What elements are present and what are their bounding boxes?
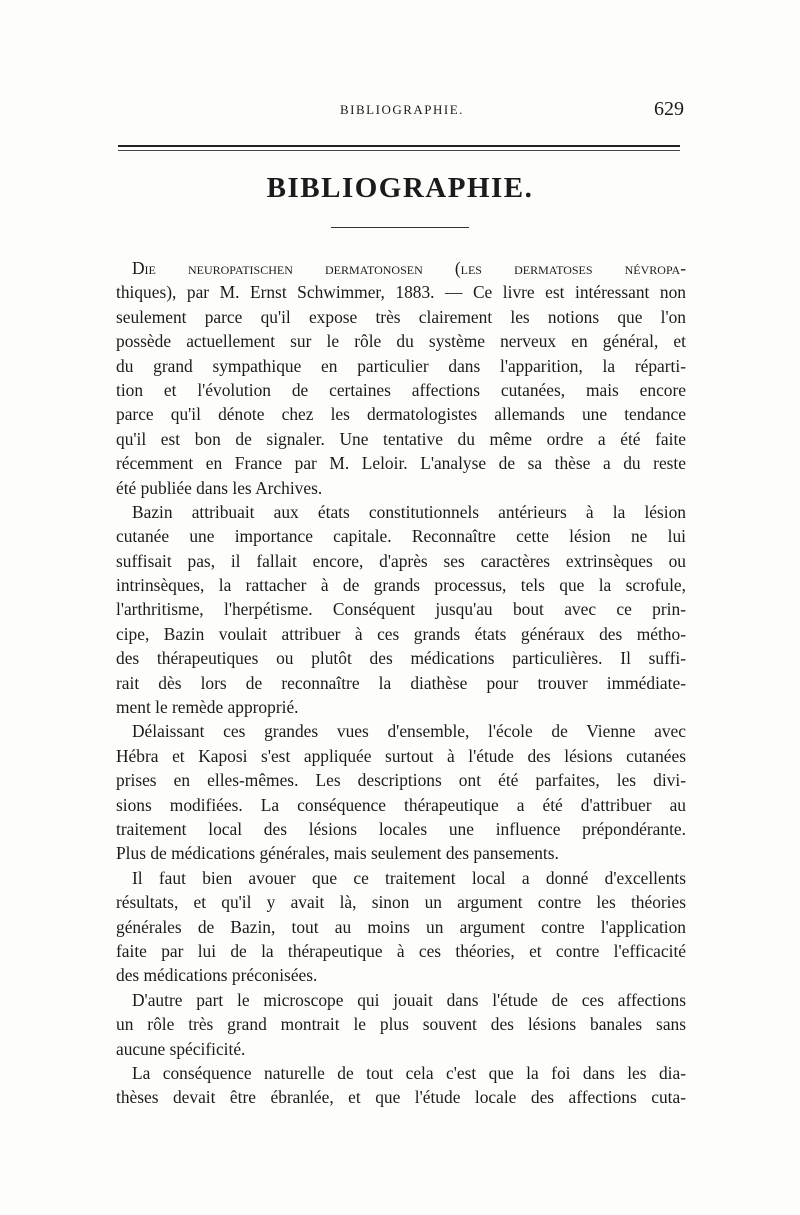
text-line: récemment en France par M. Leloir. L'analyse de sa thèse a du reste — [116, 453, 686, 474]
text-line: un rôle très grand montrait le plus souvent des lésions banales sans — [116, 1014, 686, 1035]
text-line: sions modifiées. La conséquence thérapeutique a été d'attribuer au — [116, 794, 686, 815]
text-line: prises en elles-mêmes. Les descriptions ont été parfaites, les divi- — [116, 770, 686, 791]
text-line: intrinsèques, la rattacher à de grands processus, tels que la scrofule, — [116, 575, 686, 596]
text-line: Plus de médications générales, mais seulement des pansements. — [116, 843, 559, 864]
text-line: été publiée dans les Archives. — [116, 477, 323, 498]
text-line: l'arthritisme, l'herpétisme. Conséquent jusqu'au bout avec ce prin- — [116, 599, 686, 620]
text-line: parce qu'il dénote chez les dermatologistes allemands une tendance — [116, 404, 686, 425]
text-line: thèses devait être ébranlée, et que l'étude locale des affections cuta- — [116, 1087, 686, 1108]
text-line: cutanée une importance capitale. Reconnaître cette lésion ne lui — [116, 526, 686, 547]
text-line: Die neuropatischen dermatonosen (les dermatoses névropa- — [132, 258, 686, 278]
text-line: du grand sympathique en particulier dans l'apparition, la réparti- — [116, 355, 686, 376]
text-line: D'autre part le microscope qui jouait dans l'étude de ces affections — [132, 989, 686, 1010]
title-rule — [331, 227, 469, 228]
text-line: Bazin attribuait aux états constitutionnels antérieurs à la lésion — [132, 501, 686, 522]
text-line: résultats, et qu'il y avait là, sinon un argument contre les théories — [116, 892, 686, 913]
text-line: suffisait pas, il fallait encore, d'après ses caractères extrinsèques ou — [116, 550, 686, 571]
text-line: possède actuellement sur le rôle du système nerveux en général, et — [116, 331, 686, 352]
text-line: Délaissant ces grandes vues d'ensemble, l'école de Vienne avec — [132, 721, 686, 742]
text-line: des médications préconisées. — [116, 965, 318, 986]
text-line: générales de Bazin, tout au moins un argument contre l'application — [116, 916, 686, 937]
text-line: La conséquence naturelle de tout cela c'est que la foi dans les dia- — [132, 1062, 686, 1083]
text-line: faite par lui de la thérapeutique à ces théories, et contre l'efficacité — [116, 940, 686, 961]
text-line: tion et l'évolution de certaines affections cutanées, mais encore — [116, 379, 686, 400]
text-line: rait dès lors de reconnaître la diathèse pour trouver immédiate- — [116, 672, 686, 693]
text-line: aucune spécificité. — [116, 1038, 246, 1059]
running-title: BIBLIOGRAPHIE. — [340, 102, 464, 117]
text-line: seulement parce qu'il expose très clairement les notions que l'on — [116, 306, 686, 327]
page-number: 629 — [654, 98, 684, 120]
text-line: des thérapeutiques ou plutôt des médications particulières. Il suffi- — [116, 648, 686, 669]
running-head — [118, 100, 684, 122]
text-line: traitement local des lésions locales une influence prépondérante. — [116, 818, 686, 839]
text-line: Il faut bien avouer que ce traitement local a donné d'excellents — [132, 867, 686, 888]
header-rule-thin — [118, 150, 680, 151]
header-rule — [118, 145, 680, 147]
text-line: Hébra et Kaposi s'est appliquée surtout à l'étude des lésions cutanées — [116, 745, 686, 766]
text-line: qu'il est bon de signaler. Une tentative du même ordre a été faite — [116, 428, 686, 449]
body-text — [116, 256, 686, 1110]
text-line: cipe, Bazin voulait attribuer à ces grands états généraux des métho- — [116, 623, 686, 644]
text-line: thiques), par M. Ernst Schwimmer, 1883. — Ce livre est intéressant non — [116, 282, 686, 303]
section-title: BIBLIOGRAPHIE. — [266, 172, 534, 204]
text-line: ment le remède approprié. — [116, 697, 299, 718]
